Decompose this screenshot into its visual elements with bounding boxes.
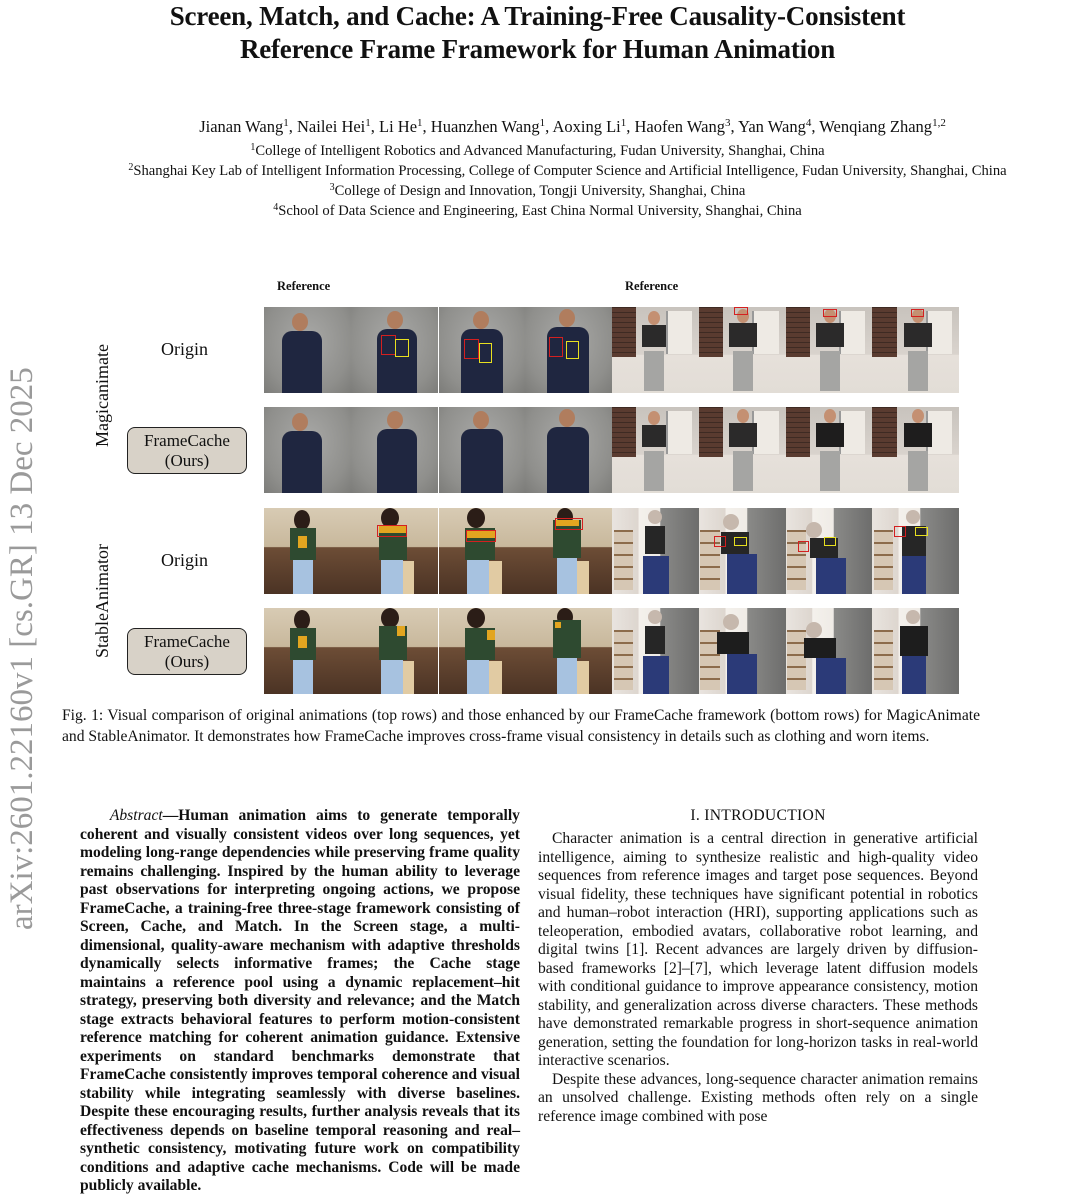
frame-image — [786, 307, 873, 393]
highlight-box-yellow — [566, 341, 579, 359]
frame-image — [786, 608, 873, 694]
highlight-box-yellow — [824, 537, 836, 546]
affiliation-list — [0, 141, 1075, 221]
frame-image-reference — [612, 407, 699, 493]
author: Huanzhen Wang$^1$ — [430, 117, 546, 136]
frame-image — [439, 407, 526, 493]
frame-image — [786, 407, 873, 493]
highlight-box-red — [798, 541, 809, 552]
highlight-box-red — [381, 335, 396, 355]
abstract-label: Abstract — [109, 807, 163, 824]
frame-image-reference — [612, 608, 699, 694]
section-heading-introduction: I. INTRODUCTION — [690, 807, 826, 824]
frame-image — [351, 508, 438, 594]
highlight-box-red — [823, 309, 837, 317]
highlight-box-red — [894, 526, 906, 537]
frame-image — [699, 407, 786, 493]
frame-image — [525, 307, 612, 393]
author: Aoxing Li$^1$ — [552, 117, 627, 136]
frame-image — [351, 407, 438, 493]
author: Jianan Wang$^1$ — [199, 117, 289, 136]
author: Nailei Hei$^1$ — [297, 117, 371, 136]
affiliation: $^2$Shanghai Key Lab of Intelligent Information Processing, College of Computer Science and Artificial Intelligence, Fudan University, Shanghai, China — [128, 162, 1007, 179]
figure-caption: Fig. 1: Visual comparison of original animations (top rows) and those enhanced by our FrameCache framework (bottom rows) for MagicAnimate and StableAnimator. It demonstrates how FrameCache improves cross-frame visual consistency in details such as clothing and worn items. — [62, 707, 980, 745]
affiliation: $^1$College of Intelligent Robotics and Advanced Manufacturing, Fudan University, Shanghai, China — [250, 142, 825, 159]
reference-label-left: Reference — [277, 279, 331, 293]
frame-image-reference — [612, 307, 699, 393]
paragraph: Character animation is a central direction in generative artificial intelligence, aiming to synthesize realistic and high-quality video sequences from reference images and target pose sequences. Beyond visual fidelity, these techniques have significant potential in robotics and human–robot interaction (HRI), supporting applications such as teleoperation, embodied avatars, collaborative robot learning, and digital twins [1]. Recent advances are largely driven by diffusion-based frameworks [2]–[7], which leverage latent diffusion models with conditional guidance to improve appearance consistency, motion stability, and generalization across diverse characters. These methods have demonstrated remarkable progress in short-sequence animation generation, setting the foundation for long-horizon tasks in real-world interactive scenarios. — [538, 830, 978, 1069]
author: Yan Wang$^4$ — [738, 117, 812, 136]
frame-image — [439, 508, 526, 594]
frame-image — [699, 307, 786, 393]
frame-image — [439, 307, 526, 393]
frame-image — [872, 307, 959, 393]
author: Wenqiang Zhang$^{1,2}$ — [819, 117, 946, 136]
frame-image-reference — [612, 508, 699, 594]
frame-row-magicanimate-framecache — [264, 407, 958, 493]
frame-image — [699, 608, 786, 694]
introduction-body — [538, 830, 978, 1126]
author-list: Jianan Wang$^1$, Nailei Hei$^1$, Li He$^1$, Huanzhen Wang$^1$, Aoxing Li$^1$, Haofen Wang$^3$, Yan Wang$^4$, Wenqiang Zhang$^{1,2}$ — [199, 117, 946, 136]
highlight-box-yellow — [479, 343, 492, 363]
author: Li He$^1$ — [379, 117, 423, 136]
paper-title — [0, 0, 1075, 66]
highlight-box-red — [714, 536, 726, 547]
frame-image — [872, 508, 959, 594]
abstract-text: Human animation aims to generate temporally coherent and visually consistent videos over long sequences, yet modeling long-range dependencies while preserving frame quality remains challenging. Inspired by the human ability to leverage past observations for interpreting ongoing actions, we propose FrameCache, a training-free three-stage framework consisting of Screen, Cache, and Match. In the Screen stage, a multi-dimensional, quality-aware mechanism with adaptive thresholds dynamically selects informative frames; the Cache stage maintains a reference pool using a dynamic replacement–hit strategy, preserving both diversity and relevance; and the Match stage extracts behavioral features to perform motion-consistent reference matching for coherent animation guidance. Extensive experiments on standard benchmarks demonstrate that FrameCache consistently improves temporal coherence and visual stability while integrating seamlessly with diverse baselines. Despite these encouraging results, further analysis reveals that its effectiveness depends on baseline temporal reasoning and real–synthetic consistency, motivating future work on compatibility conditions and adaptive cache mechanisms. Code will be made publicly available. — [80, 807, 520, 1194]
paragraph: Despite these advances, long-sequence character animation remains an unsolved challenge. Existing methods often rely on a single reference image combined with pose — [538, 1070, 978, 1125]
highlight-box-red — [466, 530, 496, 542]
frame-image — [525, 508, 612, 594]
frame-row-magicanimate-origin — [264, 307, 958, 393]
affiliation: $^4$School of Data Science and Engineering, East China Normal University, Shanghai, China — [273, 202, 802, 219]
method-label-magicanimate: Magicanimate — [92, 344, 112, 447]
affiliation: $^3$College of Design and Innovation, Tongji University, Shanghai, China — [329, 182, 746, 199]
abstract: Abstract—Human animation aims to generate temporally coherent and visually consistent videos over long sequences, yet modeling long-range dependencies while preserving frame quality remains challenging. Inspired by the human ability to leverage past observations for interpreting ongoing actions, we propose FrameCache, a training-free three-stage framework consisting of Screen, Cache, and Match. In the Screen stage, a multi-dimensional, quality-aware mechanism with adaptive thresholds dynamically selects informative frames; the Cache stage maintains a reference pool using a dynamic replacement–hit strategy, preserving both diversity and relevance; and the Match stage extracts behavioral features to perform motion-consistent reference matching for coherent animation guidance. Extensive experiments on standard benchmarks demonstrate that FrameCache consistently improves temporal coherence and visual stability while integrating seamlessly with diverse baselines. Despite these encouraging results, further analysis reveals that its effectiveness depends on baseline temporal reasoning and real–synthetic consistency, motivating future work on compatibility conditions and adaptive cache mechanisms. Code will be made publicly available. — [80, 807, 520, 1194]
frame-grid — [264, 307, 958, 695]
row-badge-framecache: FrameCache (Ours) — [127, 427, 247, 474]
highlight-box-red — [464, 339, 479, 359]
frame-image-reference — [264, 307, 351, 393]
frame-image — [786, 508, 873, 594]
highlight-box-yellow — [734, 537, 747, 546]
frame-image — [525, 608, 612, 694]
title-line-1: Screen, Match, and Cache: A Training-Free Causality-Consistent — [169, 1, 906, 31]
frame-image — [872, 407, 959, 493]
frame-row-stableanimator-framecache — [264, 608, 958, 694]
author: Haofen Wang$^3$ — [634, 117, 731, 136]
highlight-box-red — [377, 525, 407, 537]
row-badge-framecache: FrameCache (Ours) — [127, 628, 247, 675]
frame-image — [351, 307, 438, 393]
highlight-box-red — [549, 337, 563, 357]
method-label-stableanimator: StableAnimator — [92, 544, 112, 658]
row-label-origin: Origin — [161, 339, 208, 359]
frame-image-reference — [264, 608, 351, 694]
highlight-box-red — [911, 309, 924, 317]
frame-image — [699, 508, 786, 594]
frame-image — [439, 608, 526, 694]
frame-image-reference — [264, 407, 351, 493]
frame-image — [351, 608, 438, 694]
frame-image — [525, 407, 612, 493]
arxiv-stamp: arXiv:2601.22160v1 [cs.GR] 13 Dec 2025 — [4, 367, 40, 930]
reference-label-right: Reference — [625, 279, 679, 293]
title-line-2: Reference Frame Framework for Human Animation — [239, 34, 836, 64]
highlight-box-red — [734, 307, 748, 315]
row-label-origin: Origin — [161, 550, 208, 570]
frame-row-stableanimator-origin — [264, 508, 958, 594]
frame-image — [872, 608, 959, 694]
highlight-box-red — [555, 518, 583, 530]
highlight-box-yellow — [395, 339, 409, 357]
frame-image-reference — [264, 508, 351, 594]
highlight-box-yellow — [915, 527, 928, 536]
